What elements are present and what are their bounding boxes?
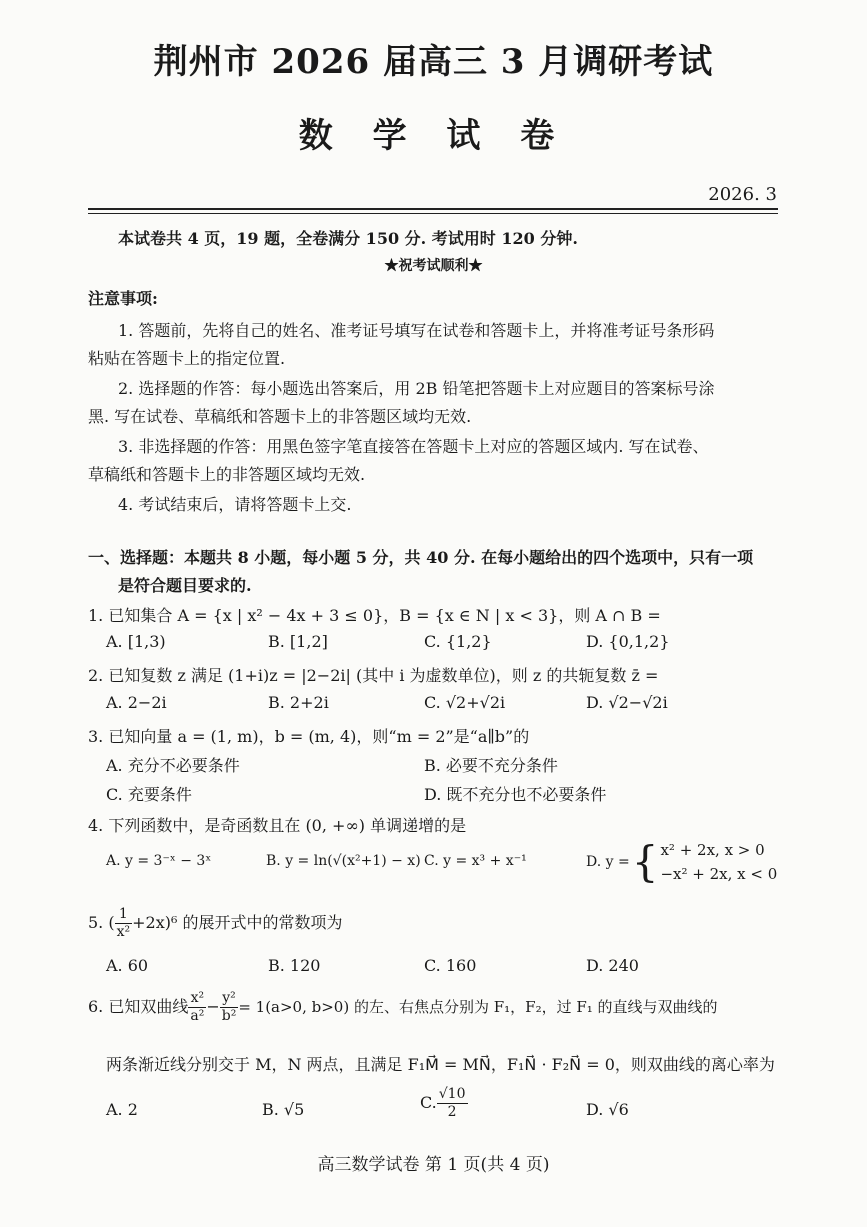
question-6-minus: − (206, 997, 220, 1016)
question-2-option-d: D. √2−√2i (586, 693, 668, 712)
question-5-option-b: B. 120 (268, 956, 321, 975)
note-line: 4. 考试结束后，请将答题卡上交. (118, 495, 352, 514)
page-footer: 高三数学试卷 第 1 页(共 4 页) (317, 1155, 550, 1175)
question-3-option-c: C. 充要条件 (106, 785, 192, 804)
question-6-stem (88, 990, 718, 1025)
header-rule-thin (88, 213, 778, 214)
note-line: 3. 非选择题的作答：用黑色签字笔直接答在答题卡上对应的答题区域内. 写在试卷、 (118, 437, 709, 456)
fraction-denominator: b² (221, 1008, 237, 1024)
question-5-option-a: A. 60 (106, 956, 149, 975)
header-rule-thick (88, 208, 778, 210)
question-6-option-c-fraction (437, 1086, 468, 1121)
question-6-fraction-x (188, 990, 206, 1025)
fraction-denominator: 2 (447, 1104, 457, 1120)
question-2-option-a: A. 2−2i (106, 693, 167, 712)
question-2-stem: 2. 已知复数 z 满足 (1+i)z = |2−2i| (其中 i 为虚数单位)，则 z 的共轭复数 z̄ = (88, 666, 659, 685)
fraction-numerator: x² (188, 990, 206, 1008)
question-5-suffix: +2x)⁶ 的展开式中的常数项为 (132, 913, 343, 932)
question-3-option-b: B. 必要不充分条件 (424, 756, 558, 775)
exam-date: 2026. 3 (708, 184, 777, 205)
question-6-option-d: D. √6 (586, 1100, 629, 1119)
question-2-option-c: C. √2+√2i (424, 693, 506, 712)
piecewise-case-2: −x² + 2x, x < 0 (660, 865, 778, 883)
question-6-option-a: A. 2 (106, 1100, 138, 1119)
question-5-option-c: C. 160 (424, 956, 477, 975)
question-4-stem: 4. 下列函数中，是奇函数且在 (0, +∞) 单调递增的是 (88, 816, 467, 835)
question-5-option-d: D. 240 (586, 956, 639, 975)
piecewise-cases (660, 838, 777, 886)
question-3-option-d: D. 既不充分也不必要条件 (424, 785, 607, 804)
question-6-stem-line2: 两条渐近线分别交于 M，N 两点，且满足 F₁M⃗ = MN⃗，F₁N⃗ · F₂N⃗ = 0，则双曲线的离心率为 (106, 1055, 775, 1074)
question-6-fraction-y (220, 990, 239, 1025)
question-1-option-b: B. [1,2] (268, 632, 328, 651)
note-line: 2. 选择题的作答：每小题选出答案后，用 2B 铅笔把答题卡上对应题目的答案标号涂 (118, 379, 715, 398)
note-line: 黑. 写在试卷、草稿纸和答题卡上的非答题区域均无效. (88, 407, 472, 426)
question-1-option-c: C. {1,2} (424, 632, 492, 651)
section-heading: 一、选择题：本题共 8 小题，每小题 5 分，共 40 分. 在每小题给出的四个选项中，只有一项 (88, 548, 754, 567)
piecewise-case-1: x² + 2x, x > 0 (660, 841, 765, 859)
fraction-numerator: 1 (115, 906, 133, 924)
question-4-option-b: B. y = ln(√(x²+1) − x) (266, 853, 421, 869)
note-line: 草稿纸和答题卡上的非答题区域均无效. (88, 465, 366, 484)
question-5-fraction (115, 906, 133, 941)
question-5-stem (88, 906, 342, 941)
question-3-option-a: A. 充分不必要条件 (106, 756, 240, 775)
question-3-stem: 3. 已知向量 a = (1, m)，b = (m, 4)，则“m = 2”是“a∥b”的 (88, 727, 530, 746)
fraction-denominator: a² (190, 1008, 205, 1024)
question-4-option-c: C. y = x³ + x⁻¹ (424, 853, 527, 869)
question-4-option-d (586, 838, 777, 886)
question-5-prefix: 5. ( (88, 913, 115, 932)
question-6-suffix: = 1(a>0, b>0) 的左、右焦点分别为 F₁，F₂，过 F₁ 的直线与双曲线的 (238, 998, 718, 1016)
question-1-stem: 1. 已知集合 A = {x | x² − 4x + 3 ≤ 0}，B = {x ∈ N | x < 3}，则 A ∩ B = (88, 606, 661, 625)
note-line: 粘贴在答题卡上的指定位置. (88, 349, 286, 368)
notes-title: 注意事项: (88, 289, 158, 308)
good-luck-wish: ★祝考试顺利★ (384, 258, 483, 274)
fraction-numerator: √10 (438, 1086, 466, 1102)
question-6-option-b: B. √5 (262, 1100, 305, 1119)
question-2-option-b: B. 2+2i (268, 693, 329, 712)
subject-title: 数 学 试 卷 (298, 116, 569, 156)
exam-title: 荆州市 2026 届高三 3 月调研考试 (153, 42, 714, 82)
question-1-option-a: A. [1,3) (106, 632, 166, 651)
left-brace-icon: { (631, 837, 659, 886)
question-6-prefix: 6. 已知双曲线 (88, 997, 189, 1016)
fraction-denominator: x² (116, 924, 131, 940)
question-6-option-c (420, 1086, 468, 1121)
question-4-option-a: A. y = 3⁻ˣ − 3ˣ (106, 853, 212, 869)
question-4-option-d-prefix: D. y = (586, 854, 630, 870)
question-6-option-c-prefix: C. (420, 1093, 437, 1112)
fraction-numerator: y² (220, 990, 239, 1008)
question-1-option-d: D. {0,1,2} (586, 632, 670, 651)
exam-summary: 本试卷共 4 页，19 题，全卷满分 150 分. 考试用时 120 分钟. (118, 229, 578, 248)
section-heading-cont: 是符合题目要求的. (118, 576, 252, 595)
note-line: 1. 答题前，先将自己的姓名、准考证号填写在试卷和答题卡上，并将准考证号条形码 (118, 321, 715, 340)
